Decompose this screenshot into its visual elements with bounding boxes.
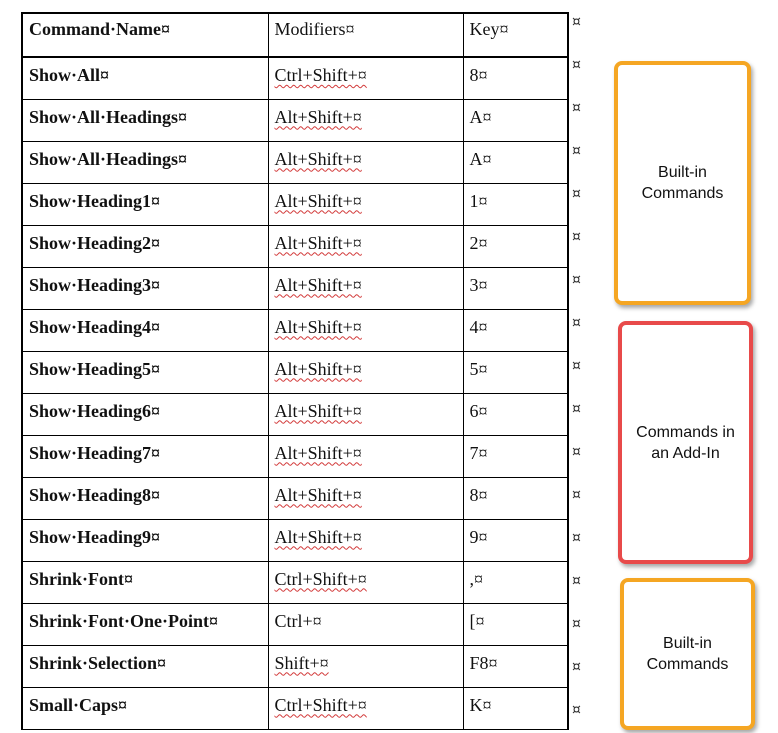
cell-modifiers-text: Alt+Shift+¤ (274, 526, 362, 547)
row-end-mark: ¤ (572, 358, 581, 374)
cell-command-name (22, 393, 268, 435)
cell-command-name-text: Show·Heading3¤ (29, 274, 161, 295)
row-end-mark: ¤ (572, 401, 581, 417)
cell-key (463, 561, 568, 603)
table-row (22, 687, 568, 729)
cell-modifiers-text: Alt+Shift+¤ (274, 106, 362, 127)
row-end-mark: ¤ (572, 315, 581, 331)
cell-key-text: 2¤ (469, 232, 488, 253)
cell-key (463, 519, 568, 561)
row-end-mark: ¤ (572, 702, 581, 718)
row-end-mark: ¤ (572, 186, 581, 202)
header-key: Key¤ (463, 13, 568, 57)
cell-key (463, 393, 568, 435)
cell-key-text: 3¤ (469, 274, 488, 295)
cell-modifiers (268, 57, 463, 99)
cell-key-text: F8¤ (469, 652, 498, 673)
table-row (22, 435, 568, 477)
cell-key-text: ,¤ (469, 568, 483, 589)
cell-key (463, 687, 568, 729)
row-end-mark: ¤ (572, 57, 581, 73)
cell-modifiers-text: Ctrl+Shift+¤ (274, 65, 367, 85)
table-row (22, 645, 568, 687)
cell-modifiers (268, 519, 463, 561)
cell-command-name (22, 183, 268, 225)
cell-command-name-text: Show·Heading8¤ (29, 484, 161, 505)
row-end-mark: ¤ (572, 487, 581, 503)
table-row (22, 519, 568, 561)
cell-command-name-text: Show·Heading4¤ (29, 316, 161, 337)
cell-command-name (22, 225, 268, 267)
cell-command-name (22, 645, 268, 687)
cell-command-name-text: Show·Heading2¤ (29, 232, 161, 253)
cell-command-name-text: Show·Heading6¤ (29, 400, 161, 421)
row-end-mark: ¤ (572, 229, 581, 245)
cell-command-name (22, 477, 268, 519)
cell-modifiers (268, 477, 463, 519)
table-row (22, 57, 568, 99)
cell-modifiers-text: Alt+Shift+¤ (274, 484, 362, 505)
row-end-mark: ¤ (572, 14, 581, 30)
cell-modifiers-text: Alt+Shift+¤ (274, 190, 362, 211)
cell-key-text: 6¤ (469, 400, 488, 421)
table-row (22, 351, 568, 393)
cell-modifiers-text: Alt+Shift+¤ (274, 358, 362, 379)
table-row (22, 603, 568, 645)
cell-command-name-text: Shrink·Font¤ (29, 568, 134, 589)
cell-key (463, 141, 568, 183)
cell-command-name (22, 603, 268, 645)
cell-key (463, 309, 568, 351)
cell-modifiers (268, 393, 463, 435)
callout-add-in-commands (618, 321, 753, 564)
cell-command-name-text: Show·Heading1¤ (29, 190, 161, 211)
cell-key-text: A¤ (469, 148, 492, 169)
cell-command-name (22, 267, 268, 309)
cell-key-text: K¤ (469, 694, 492, 715)
callout-built-in-commands-top (614, 61, 751, 305)
cell-modifiers-text: Alt+Shift+¤ (274, 400, 362, 421)
cell-key (463, 225, 568, 267)
cell-modifiers-text: Ctrl+¤ (274, 610, 322, 631)
cell-key (463, 267, 568, 309)
cell-command-name-text: Show·Heading7¤ (29, 442, 161, 463)
cell-modifiers-text: Alt+Shift+¤ (274, 316, 362, 337)
table-row (22, 393, 568, 435)
cell-command-name (22, 687, 268, 729)
table-row (22, 183, 568, 225)
cell-command-name-text: Shrink·Selection¤ (29, 652, 167, 673)
callout-label: Commands in an Add-In (636, 423, 735, 462)
cell-key (463, 57, 568, 99)
header-command-name: Command·Name¤ (22, 13, 268, 57)
row-end-mark: ¤ (572, 444, 581, 460)
callout-label: Built-in Commands (646, 635, 729, 673)
table-row (22, 225, 568, 267)
table-row (22, 477, 568, 519)
table-row (22, 141, 568, 183)
table-row (22, 99, 568, 141)
cell-command-name (22, 519, 268, 561)
cell-key-text: 4¤ (469, 316, 488, 337)
cell-command-name-text: Small·Caps¤ (29, 694, 128, 715)
cell-command-name-text: Shrink·Font·One·Point¤ (29, 610, 219, 631)
cell-key-text: 5¤ (469, 358, 488, 379)
row-end-mark: ¤ (572, 272, 581, 288)
cell-command-name (22, 309, 268, 351)
cell-modifiers (268, 309, 463, 351)
row-end-mark: ¤ (572, 659, 581, 675)
cell-key-text: 8¤ (469, 484, 488, 505)
cell-command-name (22, 99, 268, 141)
row-end-mark: ¤ (572, 100, 581, 116)
cell-command-name-text: Show·Heading5¤ (29, 358, 161, 379)
cell-command-name (22, 141, 268, 183)
cell-command-name (22, 351, 268, 393)
callout-label: Built-in Commands (641, 164, 724, 202)
cell-modifiers-text: Alt+Shift+¤ (274, 442, 362, 463)
cell-key-text: [¤ (469, 610, 485, 631)
cell-modifiers (268, 435, 463, 477)
cell-command-name-text: Show·Heading9¤ (29, 526, 161, 547)
shortcut-table (21, 12, 569, 730)
cell-modifiers (268, 687, 463, 729)
cell-modifiers (268, 141, 463, 183)
row-end-mark: ¤ (572, 616, 581, 632)
cell-modifiers (268, 351, 463, 393)
cell-command-name-text: Show·All·Headings¤ (29, 106, 188, 127)
cell-modifiers (268, 183, 463, 225)
cell-key (463, 603, 568, 645)
cell-modifiers (268, 561, 463, 603)
cell-key-text: 9¤ (469, 526, 488, 547)
cell-key (463, 645, 568, 687)
cell-modifiers (268, 99, 463, 141)
table-row (22, 561, 568, 603)
cell-key (463, 351, 568, 393)
cell-modifiers (268, 603, 463, 645)
cell-key (463, 99, 568, 141)
cell-key-text: 7¤ (469, 442, 488, 463)
cell-modifiers (268, 267, 463, 309)
header-modifiers: Modifiers¤ (268, 13, 463, 57)
row-end-mark: ¤ (572, 143, 581, 159)
cell-key (463, 477, 568, 519)
cell-key (463, 183, 568, 225)
cell-modifiers (268, 645, 463, 687)
table-row (22, 267, 568, 309)
cell-command-name (22, 561, 268, 603)
table-row (22, 309, 568, 351)
cell-modifiers-text: Alt+Shift+¤ (274, 232, 362, 253)
cell-key (463, 435, 568, 477)
cell-command-name-text: Show·All¤ (29, 65, 110, 85)
row-end-mark: ¤ (572, 530, 581, 546)
cell-command-name-text: Show·All·Headings¤ (29, 148, 188, 169)
callout-built-in-commands-bottom (620, 578, 755, 730)
cell-modifiers-text: Alt+Shift+¤ (274, 148, 362, 169)
cell-command-name (22, 435, 268, 477)
table-header-row (22, 13, 568, 57)
cell-modifiers (268, 225, 463, 267)
cell-modifiers-text: Alt+Shift+¤ (274, 274, 362, 295)
cell-key-text: 8¤ (469, 65, 488, 85)
cell-command-name (22, 57, 268, 99)
cell-key-text: 1¤ (469, 190, 488, 211)
cell-modifiers-text: Ctrl+Shift+¤ (274, 694, 367, 715)
cell-key-text: A¤ (469, 106, 492, 127)
cell-modifiers-text: Ctrl+Shift+¤ (274, 568, 367, 589)
row-end-mark: ¤ (572, 573, 581, 589)
cell-modifiers-text: Shift+¤ (274, 652, 329, 673)
